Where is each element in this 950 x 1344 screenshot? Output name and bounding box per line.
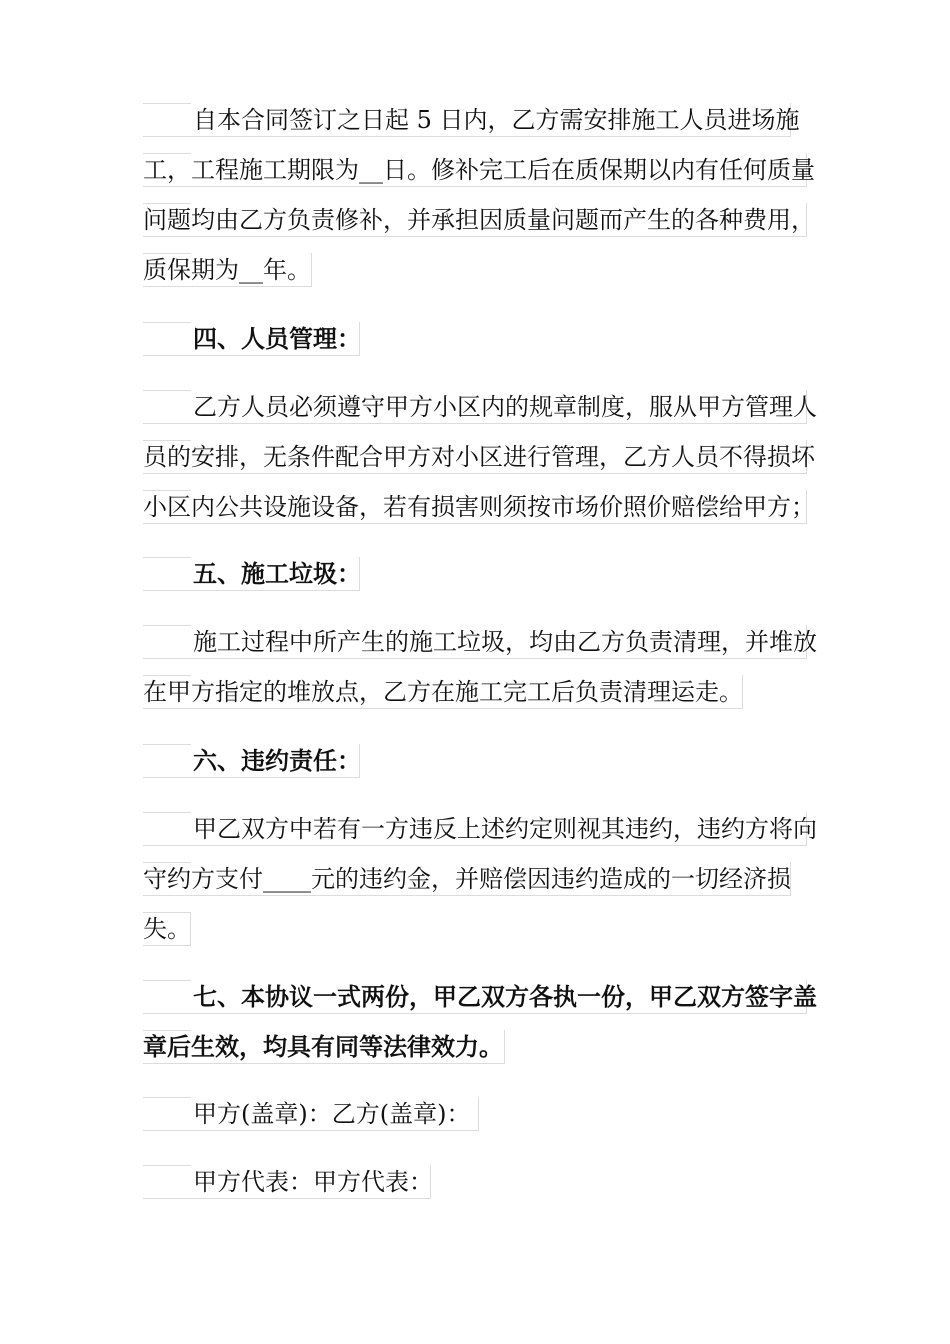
section3-line-1: 自本合同签订之日起 5 日内，乙方需安排施工人员进场施: [143, 103, 791, 137]
section4-heading: 四、人员管理：: [143, 322, 360, 356]
section4-line-3: 小区内公共设施设备，若有损害则须按市场价照价赔偿给甲方；: [143, 490, 807, 524]
section5-heading: 五、施工垃圾：: [143, 557, 360, 591]
signature-seal-line: 甲方(盖章)：乙方(盖章)：: [143, 1097, 479, 1131]
section6-heading: 六、违约责任：: [143, 744, 360, 778]
section3-line-3: 问题均由乙方负责修补，并承担因质量问题而产生的各种费用，: [143, 203, 807, 237]
section4-line-2: 员的安排，无条件配合甲方对小区进行管理，乙方人员不得损坏: [143, 440, 807, 474]
signature-representative-line: 甲方代表：甲方代表：: [143, 1165, 431, 1199]
section3-line-4: 质保期为__年。: [143, 253, 312, 287]
section3-line-2: 工，工程施工期限为__日。修补完工后在质保期以内有任何质量: [143, 153, 807, 187]
section4-line-1: 乙方人员必须遵守甲方小区内的规章制度，服从甲方管理人: [143, 390, 807, 424]
section5-line-1: 施工过程中所产生的施工垃圾，均由乙方负责清理，并堆放: [143, 625, 807, 659]
section7-line-2: 章后生效，均具有同等法律效力。: [143, 1030, 505, 1064]
section7-line-1: 七、本协议一式两份，甲乙双方各执一份，甲乙双方签字盖: [143, 980, 807, 1014]
section5-line-2: 在甲方指定的堆放点，乙方在施工完工后负责清理运走。: [143, 675, 743, 709]
section6-line-2: 守约方支付____元的违约金，并赔偿因违约造成的一切经济损: [143, 862, 791, 896]
section6-line-3: 失。: [143, 912, 191, 946]
section6-line-1: 甲乙双方中若有一方违反上述约定则视其违约，违约方将向: [143, 812, 807, 846]
